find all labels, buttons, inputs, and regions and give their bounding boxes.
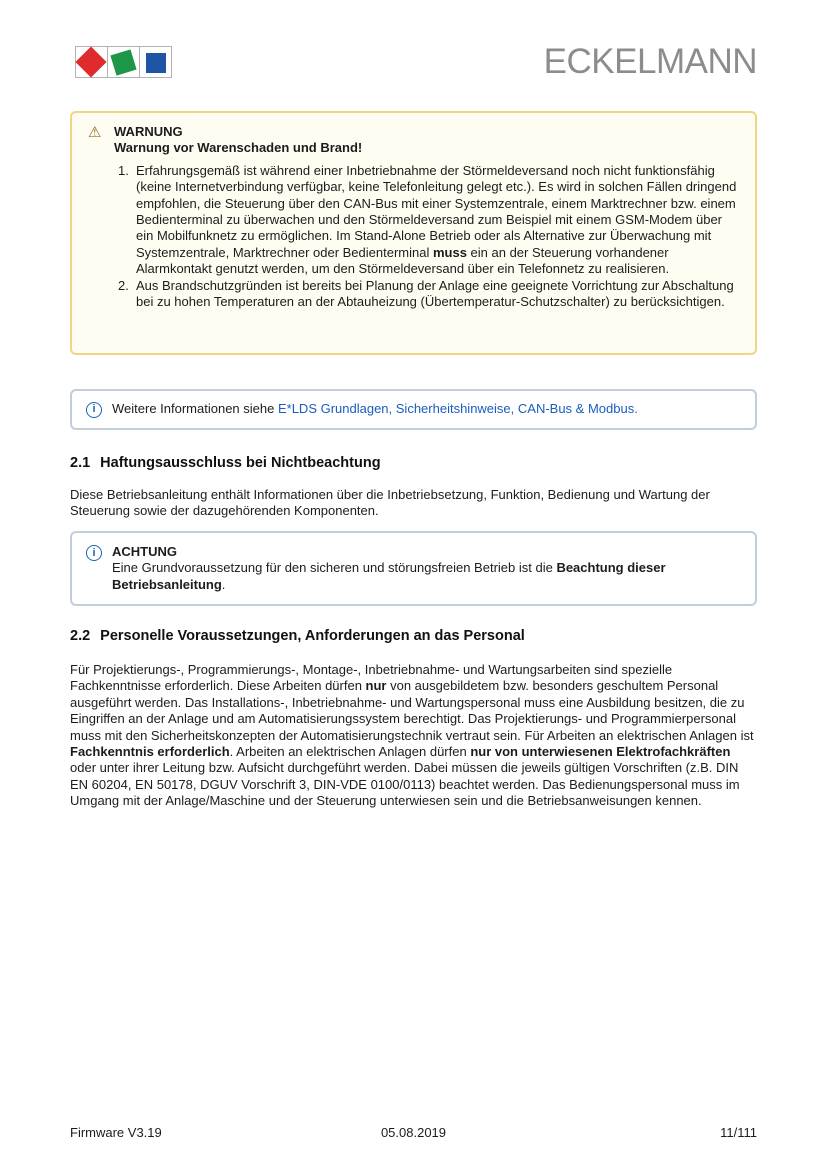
info-icon: i xyxy=(86,545,102,561)
warning-list xyxy=(118,163,739,311)
section-heading-2-2 xyxy=(70,627,525,645)
section-number: 2.2 xyxy=(70,628,91,644)
text-segment: nur von unterwiesenen Elektrofachkräften xyxy=(470,744,731,760)
warning-box-titles xyxy=(114,124,362,157)
text-segment: . Arbeiten an elektrischen Anlagen dürfen xyxy=(229,744,471,760)
section-title: Haftungsausschluss bei Nichtbeachtung xyxy=(100,455,381,471)
section-2-2-paragraph xyxy=(70,662,758,810)
warning-box xyxy=(70,111,757,355)
info-note-prefix: Weitere Informationen siehe xyxy=(112,401,278,417)
text-segment: Beachtung dieser Betriebsanleitung xyxy=(112,560,666,592)
page-header xyxy=(75,42,757,81)
footer-firmware-version: Firmware V3.19 xyxy=(70,1125,162,1140)
section-2-1-paragraph: Diese Betriebsanleitung enthält Informationen über die Inbetriebsetzung, Funktion, Bedienung und Wartung der Steuerung sowie der dazugehörenden Komponenten. xyxy=(70,487,710,519)
attention-title: ACHTUNG xyxy=(112,544,177,559)
text-segment: muss xyxy=(432,244,467,260)
text-segment: ein an der Steuerung vorhandener Alarmkontakt genutzt werden, um den Störmeldeversand über ein Telefonnetz zu realisieren. xyxy=(136,244,670,277)
list-item xyxy=(118,278,739,311)
list-item-text xyxy=(136,163,739,278)
page-footer xyxy=(70,1125,757,1141)
logo-cell-blue xyxy=(140,46,172,78)
section-number: 2.1 xyxy=(70,455,91,471)
attention-box-content xyxy=(112,544,741,593)
text-segment: Aus Brandschutzgründen ist bereits bei Planung der Anlage eine geeignete Vorrichtung zur Abschaltung bei zu hohen Temperaturen an der Abtauheizung (Übertemperatur-Schutzschalter) zu berücksichtigen. xyxy=(136,277,734,310)
warning-triangle-icon: ⚠ xyxy=(88,124,102,141)
info-note-text xyxy=(112,401,741,417)
text-segment: von ausgebildetem bzw. besonders geschultem Personal ausgeführt werden. Das Installations-, Inbetriebnahme- und Wartungspersonal muss eine Ausbildung besitzen, die zu Eingriffen an der Anlage und am Automatisierungssystem berechtigt. Das Projektierungs- und Programmierpersonal muss mit den Sicherheitskonzepten der Automatisierungstechnik vertraut sein. Für Arbeiten an elektrischen Anlagen ist xyxy=(70,678,754,743)
list-item xyxy=(118,163,739,278)
logo-green-square-icon xyxy=(110,49,136,75)
warning-box-header xyxy=(88,124,739,157)
attention-box xyxy=(70,531,757,606)
text-segment: nur xyxy=(365,678,387,694)
text-segment: Erfahrungsgemäß ist während einer Inbetriebnahme der Störmeldeversand noch nicht funktionsfähig (keine Internetverbindung verfügbar, keine Telefonleitung gelegt etc.). Es wird in solchen Fällen dringend empfohlen, die Steuerung über den CAN-Bus mit einer Systemzentrale, einem Marktrechner bzw. einem Bedienterminal zu überwachen und den Störmeldeversand zum Beispiel mit einem GSM-Modem über ein Mobilfunknetz zu ermöglichen. Im Stand-Alone Betrieb oder als Alternative zur Überwachung mit Systemzentrale, Marktrechner oder Bedienterminal xyxy=(136,162,737,260)
list-item-number: 1. xyxy=(118,162,129,178)
footer-page-number: 11/111 xyxy=(720,1125,757,1140)
related-documents-link[interactable]: E*LDS Grundlagen, Sicherheitshinweise, CAN-Bus & Modbus. xyxy=(277,401,638,417)
section-heading-2-1 xyxy=(70,454,381,472)
list-item-number: 2. xyxy=(118,277,129,293)
logo-red-diamond-icon xyxy=(75,46,106,77)
info-icon: i xyxy=(86,402,102,418)
logo-cell-green xyxy=(108,46,140,78)
footer-date: 05.08.2019 xyxy=(380,1125,447,1140)
list-item-text xyxy=(136,278,739,311)
warning-title: WARNUNG xyxy=(114,124,183,139)
eckelmann-logo xyxy=(75,46,172,76)
text-segment: . xyxy=(221,576,226,592)
text-segment: Für Projektierungs-, Programmierungs-, Montage-, Inbetriebnahme- und Wartungsarbeiten sind spezielle Fachkenntnisse erforderlich. Diese Arbeiten dürfen xyxy=(70,662,673,694)
section-title: Personelle Voraussetzungen, Anforderungen an das Personal xyxy=(100,628,525,644)
text-segment: oder unter ihrer Leitung bzw. Aufsicht durchgeführt werden. Dabei müssen die jeweils gültigen Vorschriften (z.B. DIN EN 60204, EN 50178, DGUV Vorschrift 3, DIN-VDE 0100/0113) beachtet werden. Das Bedienungspersonal muss im Umgang mit der Anlage/Maschine und der Steuerung unterwiesen sein und die Betriebsanweisungen kennen. xyxy=(70,760,740,809)
attention-text xyxy=(112,560,741,593)
logo-blue-square-icon xyxy=(146,53,166,73)
text-segment: Eine Grundvoraussetzung für den sicheren und störungsfreien Betrieb ist die xyxy=(112,560,557,576)
brand-wordmark: ECKELMANN xyxy=(543,42,757,81)
logo-cell-red xyxy=(75,46,108,78)
warning-subtitle: Warnung vor Warenschaden und Brand! xyxy=(114,140,363,156)
info-note-box xyxy=(70,389,757,430)
text-segment: Fachkenntnis erforderlich xyxy=(70,744,230,760)
